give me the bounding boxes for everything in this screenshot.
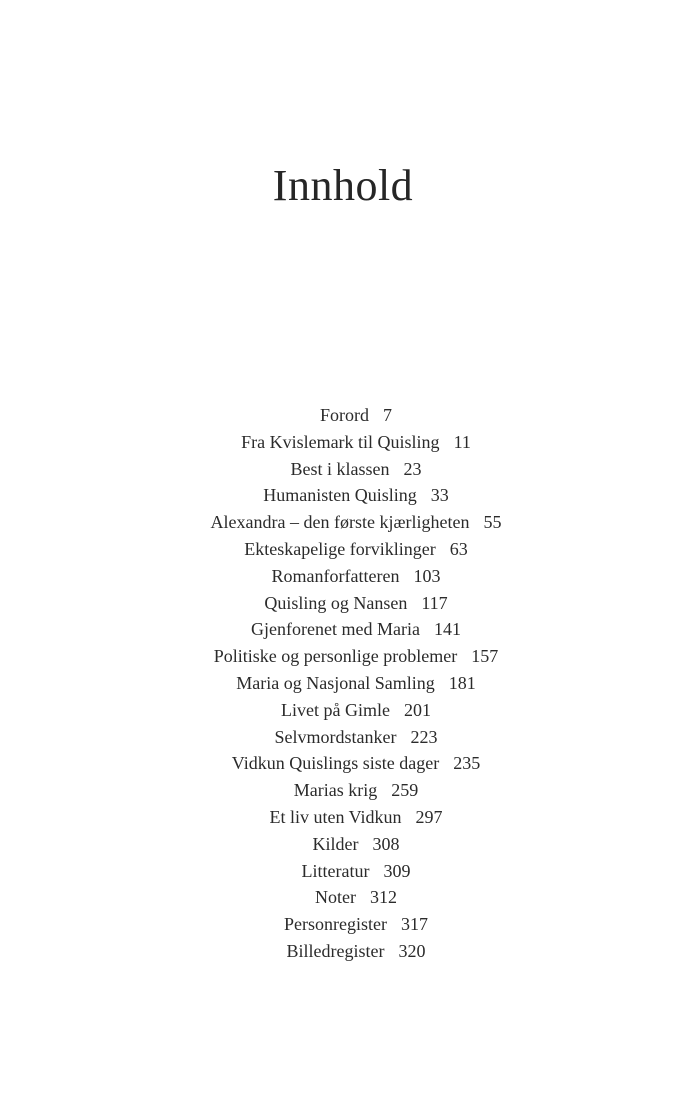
toc-entry-page: 11 [453, 431, 471, 452]
toc-entry-page: 103 [413, 565, 441, 586]
toc-entry-label: Maria og Nasjonal Samling [236, 672, 435, 693]
toc-entry [0, 563, 700, 590]
toc-entry-page: 235 [453, 753, 481, 774]
toc-entry-label: Ekteskapelige forviklinger [244, 538, 436, 559]
toc-entry-page: 297 [415, 806, 443, 827]
toc-entry [0, 911, 700, 938]
toc-entry-label: Humanisten Quisling [263, 485, 417, 506]
toc-entry-label: Selvmordstanker [274, 726, 397, 747]
toc-entry-label: Alexandra – den første kjærligheten [210, 512, 470, 533]
toc-entry-page: 157 [471, 646, 499, 667]
toc-entry [0, 590, 700, 617]
toc-entry-page: 320 [398, 940, 426, 961]
toc-entry-page: 201 [403, 699, 431, 720]
toc-entry-label: Litteratur [301, 860, 370, 881]
toc-entry [0, 670, 700, 697]
toc-entry [0, 777, 700, 804]
toc-entry-page: 308 [372, 833, 400, 854]
toc-entry [0, 643, 700, 670]
toc-entry [0, 750, 700, 777]
toc-entry [0, 858, 700, 885]
toc-entry-page: 55 [483, 512, 502, 533]
table-of-contents [0, 402, 700, 965]
toc-entry [0, 804, 700, 831]
toc-entry [0, 429, 700, 456]
toc-entry-label: Livet på Gimle [281, 699, 390, 720]
toc-entry [0, 402, 700, 429]
toc-entry-page: 317 [400, 914, 428, 935]
toc-entry [0, 536, 700, 563]
toc-entry-page: 309 [383, 860, 411, 881]
toc-entry-label: Politiske og personlige problemer [213, 646, 458, 667]
toc-entry [0, 884, 700, 911]
toc-entry-page: 117 [421, 592, 448, 613]
toc-entry-label: Kilder [312, 833, 359, 854]
toc-entry-page: 312 [369, 887, 397, 908]
toc-entry-label: Et liv uten Vidkun [269, 806, 402, 827]
toc-entry [0, 724, 700, 751]
toc-entry-page: 33 [430, 485, 449, 506]
toc-entry-page: 223 [410, 726, 438, 747]
toc-entry-page: 23 [403, 458, 422, 479]
toc-entry-page: 259 [391, 780, 419, 801]
toc-entry-page: 7 [383, 405, 392, 425]
toc-entry-label: Quisling og Nansen [264, 592, 408, 613]
toc-entry-page: 63 [449, 538, 468, 559]
toc-entry-label: Fra Kvislemark til Quisling [241, 431, 440, 452]
toc-entry-label: Vidkun Quislings siste dager [231, 753, 440, 774]
toc-entry [0, 616, 700, 643]
toc-entry-label: Billedregister [286, 940, 385, 961]
toc-entry-label: Romanforfatteren [271, 565, 400, 586]
toc-entry-page: 141 [433, 619, 461, 640]
toc-entry-label: Gjenforenet med Maria [251, 619, 420, 640]
toc-entry [0, 831, 700, 858]
toc-entry-label: Best i klassen [290, 458, 390, 479]
toc-entry-label: Forord [320, 405, 369, 425]
toc-entry-page: 181 [448, 672, 476, 693]
toc-entry-label: Personregister [284, 914, 387, 935]
toc-entry [0, 938, 700, 965]
toc-entry [0, 509, 700, 536]
toc-entry [0, 456, 700, 483]
toc-entry [0, 482, 700, 509]
toc-entry-label: Noter [315, 887, 356, 908]
toc-entry-label: Marias krig [293, 780, 378, 801]
page-title: Innhold [272, 161, 414, 210]
toc-entry [0, 697, 700, 724]
